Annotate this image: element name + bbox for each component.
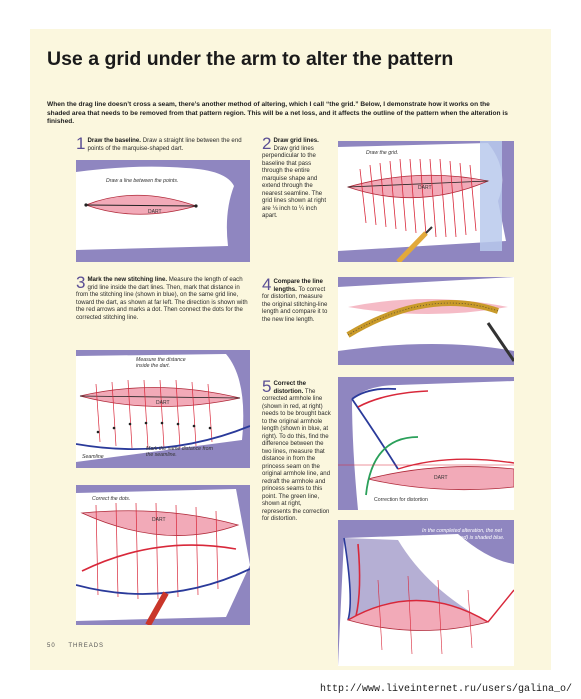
step-4-body: To correct for distortion, measure the original stitching-line length and compare it to the new line length.	[262, 285, 328, 323]
figure-6-connect-dots	[76, 485, 250, 625]
step-3-heading: Mark the new stitching line.	[87, 276, 168, 283]
step-5-number: 5	[262, 377, 272, 396]
figure-1-caption: Draw a line between the points.	[106, 178, 179, 184]
step-4-heading: Compare the line lengths.	[273, 278, 323, 293]
figure-3-dart-label: DART	[156, 400, 170, 406]
figure-2-caption: Draw the grid.	[366, 150, 399, 156]
step-3-number: 3	[76, 273, 86, 292]
step-5-body: The corrected armhole line (shown in red, at right) needs to be brought back to the original armhole length (shown in blue, at right). To do this, find the difference between the two lines, measure that distance in from the princess seam on the original armhole line, and redraft the armhole and princess seams to this point. The green line, shown at right, represents the correction for distortion.	[262, 387, 331, 522]
step-2-number: 2	[262, 134, 272, 153]
page-number: 50	[47, 643, 56, 649]
article-intro: When the drag line doesn’t cross a seam, there’s another method of altering, which I call “the grid.” Below, I demonstrate how it works on the shaded area that needs to be removed from that pattern region. This will be a net loss, and it affects the outline of the pattern when the alteration is finished.	[47, 101, 508, 126]
figure-7-caption: In the completed alteration, the net loss (area removed) is shaded blue.	[422, 528, 505, 541]
figure-4-measuring	[338, 277, 514, 365]
step-3-body: Measure the length of each grid line inside the dart lines. Then, mark that distance in from the stitching line (shown in blue), on the same grid line, toward the dart, as shown at far left. The direction is shown with the red arrows and marks a dot. Then connect the dots for the corrected stitching line.	[76, 276, 248, 321]
figure-6-caption: Correct the dots.	[92, 496, 131, 502]
figure-3-caption-top: Measure the distance inside the dart.	[136, 357, 186, 369]
figure-5-distortion	[338, 377, 514, 510]
step-4-number: 4	[262, 275, 272, 294]
step-1-body: Draw a straight line between the end points of the marquise-shaped dart.	[87, 137, 242, 152]
article-title: Use a grid under the arm to alter the pattern	[47, 48, 454, 70]
figure-5-original-armhole-label: Original armhole	[422, 418, 461, 424]
step-5-heading: Correct the distortion.	[273, 380, 306, 395]
step-1	[76, 134, 252, 153]
figure-5-dart-label: DART	[434, 475, 448, 481]
step-4	[262, 275, 332, 323]
figure-7-completed	[338, 520, 514, 666]
step-1-number: 1	[76, 134, 86, 153]
figure-1-baseline	[76, 160, 250, 262]
step-1-heading: Draw the baseline.	[87, 137, 141, 144]
figure-5-correction-label: Correction for distortion	[374, 497, 428, 503]
step-2	[262, 134, 332, 220]
watermark-url: http://www.liveinternet.ru/users/galina_o/	[320, 684, 573, 695]
step-2-heading: Draw grid lines.	[273, 137, 319, 144]
figure-2-grid	[338, 141, 514, 262]
step-3	[76, 273, 252, 321]
page-folio	[47, 643, 104, 649]
figure-3-seamline-label: Seamline	[82, 454, 104, 460]
step-5	[262, 377, 332, 523]
figure-2-dart-label: DART	[418, 185, 432, 191]
figure-5-corrected-armhole-label: Corrected armhole	[442, 446, 485, 452]
step-2-body: Draw grid lines perpendicular to the baseline that pass through the entire marquise shape and extend through the nearest seamline. The grid lines shown at right are ⅛ inch to ¼ inch apart.	[262, 144, 327, 219]
magazine-name: THREADS	[68, 643, 105, 649]
figure-1-dart-label: DART	[148, 209, 162, 215]
figure-3-stitching-line	[76, 350, 250, 468]
figure-3-caption-bottom: Mark the same distance from the seamline.	[146, 446, 213, 458]
figure-6-dart-label: DART	[152, 517, 166, 523]
